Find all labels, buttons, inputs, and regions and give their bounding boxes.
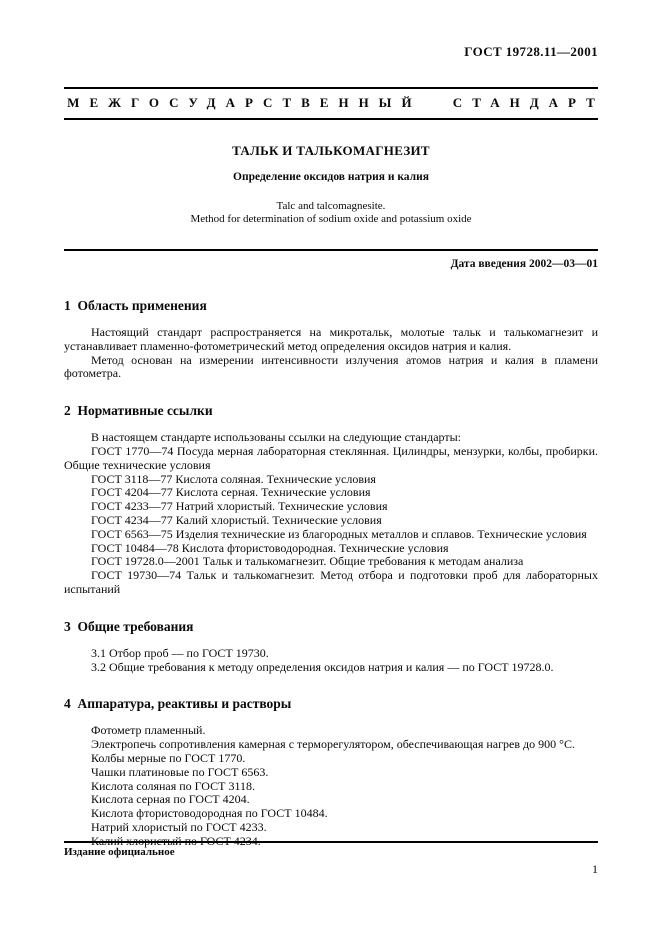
apparatus-item: Фотометр пламенный.	[91, 723, 206, 738]
apparatus-item: Кислота серная по ГОСТ 4204.	[91, 792, 250, 807]
standard-banner-text: МЕЖГОСУДАРСТВЕННЫЙ СТАНДАРТ	[67, 95, 605, 110]
document-title-ru: ТАЛЬК И ТАЛЬКОМАГНЕЗИТ	[232, 143, 430, 158]
apparatus-item: Натрий хлористый по ГОСТ 4233.	[91, 819, 267, 834]
section-heading: 3 Общие требования	[64, 618, 194, 634]
reference-item: ГОСТ 3118—77 Кислота соляная. Технические условия	[91, 471, 376, 486]
page-number: 1	[592, 862, 598, 876]
footer-rule	[64, 841, 598, 843]
title-divider-rule	[64, 249, 598, 251]
reference-item: ГОСТ 4234—77 Калий хлористый. Технические условия	[91, 512, 382, 527]
doc-number: ГОСТ 19728.11—2001	[464, 44, 598, 59]
apparatus-item: Электропечь сопротивления камерная с терморегулятором, обеспечивающая нагрев до 900 °С.	[91, 737, 575, 752]
apparatus-item: Кислота соляная по ГОСТ 3118.	[91, 778, 256, 793]
paragraph: В настоящем стандарте использованы ссылки на следующие стандарты:	[91, 430, 462, 445]
reference-item: ГОСТ 19730—74 Тальк и талькомагнезит. Метод отбора и подготовки проб для лабораторных испытаний	[64, 568, 598, 596]
title-block	[64, 143, 598, 225]
document-subtitle-ru: Определение оксидов натрия и калия	[233, 171, 429, 183]
standard-banner	[64, 87, 605, 120]
paragraph: Метод основан на измерении интенсивности излучения атомов натрия и калия в пламени фотометра.	[64, 352, 598, 381]
page-footer	[64, 841, 598, 877]
paragraph: 3.2 Общие требования к методу определения оксидов натрия и калия — по ГОСТ 19728.0.	[91, 659, 554, 674]
introduction-date: Дата введения 2002—03—01	[450, 258, 598, 270]
section-general-requirements	[64, 619, 598, 675]
section-normative-references	[64, 403, 598, 597]
reference-item: ГОСТ 6563—75 Изделия технические из благородных металлов и сплавов. Технические условия	[91, 526, 587, 541]
section-heading: 1 Область применения	[64, 298, 207, 313]
paragraph: 3.1 Отбор проб — по ГОСТ 19730.	[91, 645, 269, 660]
paragraph: Настоящий стандарт распространяется на микротальк, молотые тальк и талькомагнезит и устанавливает пламенно-фотометрический метод определения оксидов натрия и калия.	[64, 325, 598, 353]
apparatus-item: Чашки платиновые по ГОСТ 6563.	[91, 764, 269, 779]
section-apparatus-reagents	[64, 696, 598, 848]
section-heading: 4 Аппаратура, реактивы и растворы	[64, 696, 292, 712]
apparatus-item: Колбы мерные по ГОСТ 1770.	[91, 750, 246, 765]
reference-item: ГОСТ 10484—78 Кислота фтористоводородная. Технические условия	[91, 540, 449, 555]
section-scope	[64, 298, 598, 381]
document-subtitle-en: Method for determination of sodium oxide and potassium oxide	[190, 213, 472, 225]
apparatus-item: Кислота фтористоводородная по ГОСТ 10484.	[91, 806, 328, 821]
document-title-en: Talc and talcomagnesite.	[276, 200, 386, 212]
reference-item: ГОСТ 19728.0—2001 Тальк и талькомагнезит. Общие требования к методам анализа	[91, 554, 524, 569]
edition-note: Издание официальное	[64, 846, 175, 858]
apparatus-item: Калий хлористый по ГОСТ 4234.	[91, 833, 261, 848]
section-heading: 2 Нормативные ссылки	[64, 403, 213, 419]
reference-item: ГОСТ 1770—74 Посуда мерная лабораторная стеклянная. Цилиндры, мензурки, колбы, пробирки. Общие технические условия	[64, 443, 598, 472]
reference-item: ГОСТ 4204—77 Кислота серная. Технические условия	[91, 485, 371, 500]
reference-item: ГОСТ 4233—77 Натрий хлористый. Технические условия	[91, 499, 388, 514]
